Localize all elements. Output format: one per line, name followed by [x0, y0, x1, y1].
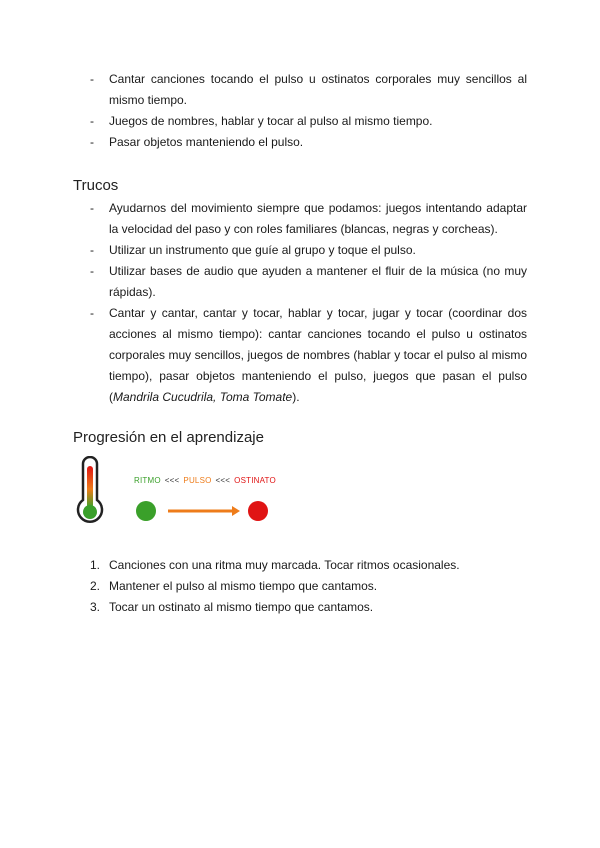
- list-item: - Juegos de nombres, hablar y tocar al pulso al mismo tiempo.: [90, 111, 527, 132]
- list-item: [90, 576, 527, 597]
- trucos-heading: Trucos: [73, 177, 119, 194]
- step-number: 2.: [90, 579, 101, 593]
- step-text: Canciones con una ritma muy marcada. Tocar ritmos ocasionales.: [109, 558, 460, 572]
- legend-pulso: PULSO: [183, 476, 212, 485]
- thermometer-icon: [72, 456, 108, 528]
- list-item: - Utilizar un instrumento que guíe al grupo y toque el pulso.: [90, 240, 527, 261]
- red-dot: [248, 501, 268, 521]
- list-item-text: Cantar y cantar, cantar y tocar, hablar y tocar, jugar y tocar (coordinar dos acciones al mismo tiempo): cantar canciones tocando el pulso u ostinatos corporales muy sencillos, juegos de nombres (hablar y tocar el pulso al mismo tiempo), pasar objetos manteniendo el pulso, juegos que pasan el pulso (: [109, 306, 527, 404]
- progression-steps: [90, 555, 527, 618]
- list-item: [90, 555, 527, 576]
- progression-figure: [72, 456, 292, 528]
- list-item: [90, 303, 527, 408]
- step-number: 3.: [90, 600, 101, 614]
- step-number: 1.: [90, 558, 101, 572]
- list-item: - Utilizar bases de audio que ayuden a mantener el fluir de la música (no muy rápidas).: [90, 261, 527, 303]
- list-item: - Ayudarnos del movimiento siempre que podamos: juegos intentando adaptar la velocidad del paso y con roles familiares (blancas, negras y corcheas).: [90, 198, 527, 240]
- legend-ritmo: RITMO: [134, 476, 161, 485]
- list-item: - Pasar objetos manteniendo el pulso.: [90, 132, 527, 153]
- activities-list: [90, 69, 527, 153]
- legend-separator: <<<: [164, 476, 180, 485]
- list-item: [90, 597, 527, 618]
- step-text: Tocar un ostinato al mismo tiempo que cantamos.: [109, 600, 374, 614]
- progression-arrow-diagram: [134, 496, 294, 526]
- progresion-heading: Progresión en el aprendizaje: [73, 429, 264, 446]
- list-item-italic: Mandrila Cucudrila, Toma Tomate: [113, 390, 293, 404]
- list-item-end: ).: [292, 390, 300, 404]
- progression-legend: [134, 476, 276, 485]
- green-dot: [136, 501, 156, 521]
- legend-ostinato: OSTINATO: [234, 476, 276, 485]
- arrow-head-icon: [232, 506, 240, 516]
- legend-separator: <<<: [215, 476, 231, 485]
- trucos-list: [90, 198, 527, 408]
- step-text: Mantener el pulso al mismo tiempo que cantamos.: [109, 579, 378, 593]
- list-item: - Cantar canciones tocando el pulso u ostinatos corporales muy sencillos al mismo tiempo.: [90, 69, 527, 111]
